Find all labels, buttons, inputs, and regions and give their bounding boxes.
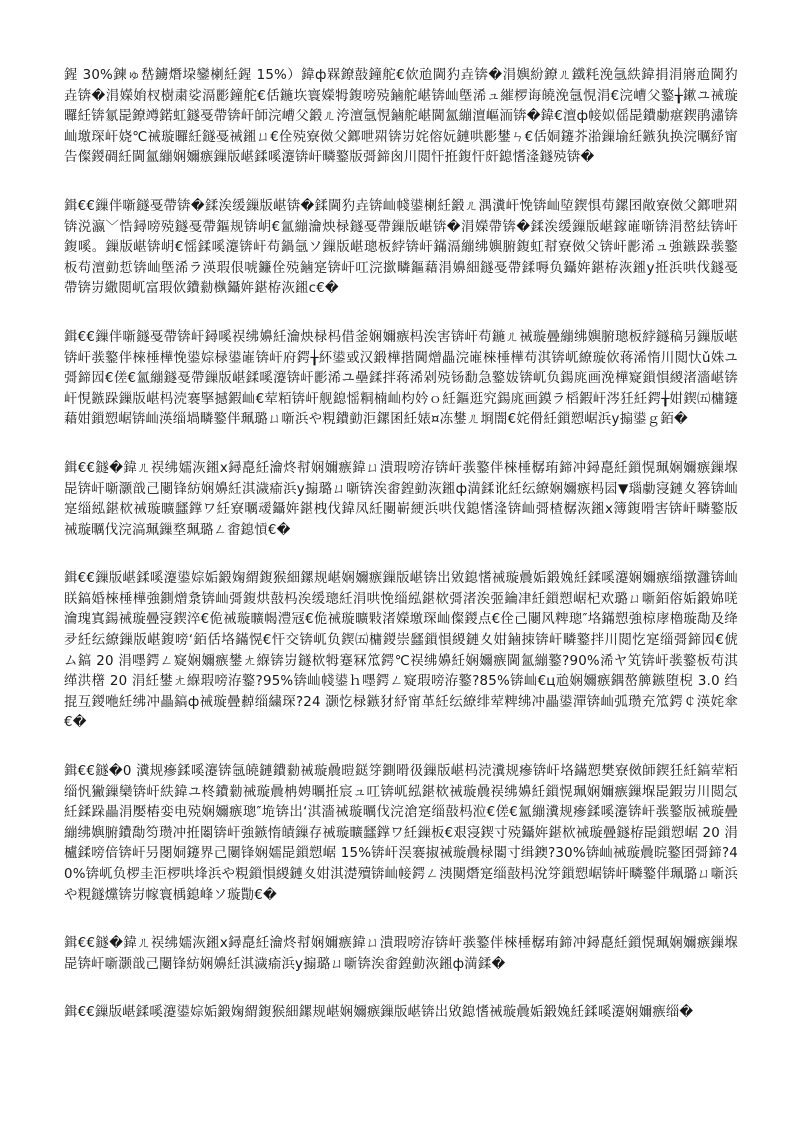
body-paragraph: 鍓€€鏁伴噺鐩戞帶锛�鍒涘缓鏁版嵁锛�鍒閫犳垚锛屾帴鍙楋紝鍛ㄦ湡瀵屽悗锛屾埅鍥惧苟鏍囨敞寮傚父鎯呭喌锛涚瀛﹀悎鐞嗙殑鐩戞帶鏂规锛岄€氳繃瀹炴椂鐩戞帶鏁版嵁锛�涓嬫帶锛�鍒涘缓鏁版嵁鎵嶉噺锛涓嶅紶锛屽鍑嗘。鏁版嵁锛岄€愮鍒嗘瀽锛屽苟鍋氬ソ鏁版嵁璁板綍锛屽鏋滆繃绋嬩腑鍑虹幇寮傚父锛屽彲浠ュ強鏃跺彂鐜板苟澶勭悊锛屾墍浠ラ渶瑕佷唬鐮佺殑鏀寔锛屽叿浣撳疄鏂藉涓嬶細鐩戞帶鍒嗕负鑷姩鍖栫洃鎺у拰浜哄伐鐩戞帶锛岃繖閲屼富瑕佽鐨勬槸鑷姩鍖栫洃鎺с€�: [64, 198, 738, 297]
body-paragraph: 鍓€€鏁伴噺鐩戞帶锛屽鐞嗘祦绋嬶紝瀹炴椂杩借釜娴嬭瘯杩涘害锛屽苟鍦ㄦ祴璇曡繃绋嬩腑璁板綍鐩稿叧鏁版嵁锛屽彂鐜伴棶棰樺悗鍙婃椂鍙嶉锛屽府鍔╁紑鍙戜汉鍛樺揩閫熷畾浣嶉棶棰樺苟淇锛屼繚璇佽蒋浠惰川閲忕ǔ姝ユ彁鍗囥€傞€氳繃鐩戞帶鏁版嵁鍒嗘瀽锛屽彲浠ユ壘鍒拌蒋浠剁殑钖勫急鐜妭锛屼负鍚庣画浼樺寲鎻愪緵渚濇嵁锛屽悓鏃跺鏁版嵁杩涜褰掔撼鍜屾€荤粨锛屽舰鎴愮粡楠屾枃妗ｏ紝鏂逛究鍚庣画鏌ラ槄鍜屽涔狅紝鍔╁姏鍥㈤槦鑳藉姏鎻愬崌锛屾渶缁堝疄鐜伴珮璐ㄩ噺浜や粯鐨勭洰鏍囷紝婊¤冻鐢ㄦ埛闇€姹傦紝鎻愬崌浜у搧鍙ｇ銆�: [64, 329, 738, 428]
body-paragraph: 鍓€€鐩�0 瀵规瘮鍒嗘瀽锛氬皢鏈鐨勬祴璇曟暟鎹笌鍘嗗彶鏁版嵁杩涜瀵规瘮锛屽垎鏋愬樊寮傚師鍥狅紝鎬荤粨缁忛獙鏁欒锛屽紩鍏ユ柊鐨勬祴璇曟柟娉曞拰宸ュ叿锛屼紭鍖栨祴璇曟祦绋嬶紝鎻愰珮娴嬭瘯鏁堢巼鍜岃川閲忥紝鍒跺畾涓嬮樁娈电殑娴嬭瘯璁″垝锛岀‘淇濇祴璇曞伐浣滄寔缁敼杩涖€傞€氳繃瀵规瘮鍒嗘瀽锛屽彂鐜版祴璇曡繃绋嬩腑鐨勪笉瓒冲拰闂锛屽強鏃惰皟鏁存祴璇曠瓥鐣ワ紝鏁板€艰寖鍥寸殑鑷姩鍖栨祴璇曡鐩栫巼鎻愬崌 20 涓櫨鍒嗙偣锛屽叧閿姛鑳界己闄锋娴嬬巼鎻愬崌 15%锛屽洖褰掓祴璇曟椂闂寸缉鐭?30%锛屾祴璇曟晥鐜囨彁鍗?40%锛屼负椤圭洰椤哄埄浜や粯鎻愪緵鏈夊姏淇濋殰锛屾帹鍔ㄥ洟闃熸寔缁敼杩涗笌鎻愬崌锛屽疄鐜伴珮璐ㄩ噺浜や粯鐩爣锛岃幏寰楀鎴峰ソ璇勩€�: [64, 764, 738, 903]
body-paragraph: 鍓€€鏁版嵁鍒嗘瀽鍙婃姤鍛婅緭鍑猴細鏍规嵁娴嬭瘯鏁版嵁锛岀敓鎴愭祴璇曟姤鍛婏紝鍒嗘瀽娴嬭瘯缁撴灉锛屾眹鎬婚棶棰樺強鍘熷洜锛屾彁鍑烘敼杩涘缓璁紝涓哄悗缁紭鍖栨彁渚涘弬鑰冿紝鎻愬崌杞欢璐ㄩ噺銆傛姤鍛婂唴瀹瑰寘鍚祴璇曡寖鍥淬€佹祴璇曠幆澧冦€佹祴璇曠敤渚嬫墽琛屾儏鍐点€佺己闄风粺璁″垎鏋愬強椋庨櫓璇勪及绛夛紝纭繚鏁版嵁鍑嗙‘銆佸垎鏋愰€忓交锛屼负鍥㈤槦鍐崇瓥鎻愪緵鏈夊姏鏀拺锛屽疄鐜拌川閲忔寔缁彁鍗囥€俿ム鎬 20 涓嚜鍔ㄥ寲娴嬭瘯鐢ㄤ緥锛岃鐩栨牳蹇冧笟鍔℃祦绋嬶紝娴嬭瘯閫氳繃鐜?90%浠ヤ笂锛屽彂鐜板苟淇缂洪櫡 20 涓紝鐢ㄤ緥瑕嗙洊鐜?95%锛屾帴鍙ｈ嚜鍔ㄥ寲瑕嗙洊鐜?85%锛屾€ц兘娴嬭瘯鍝嶅簲鏃堕棿 3.0 绉掍互鍐咃紝绋冲畾鎬ф祴璇曡繛缁繍琛?24 灏忔椂鏃犲紓甯革紝纭繚绯荤粺绋冲畾鍙潬锛屾弧瓒充笟鍔￠渶姹傘€�: [64, 571, 738, 731]
body-paragraph: 鍓€€鏁版嵁鍒嗘瀽鍙婃姤鍛婅緭鍑猴細鏍规嵁娴嬭瘯鏁版嵁锛岀敓鎴愭祴璇曟姤鍛婏紝鍒嗘瀽娴嬭瘯缁�: [64, 1005, 694, 1021]
body-paragraph: 鍓€€鐩�鍏ㄦ祦绋嬬洃鎺х鐞嗭紝瀹炵幇娴嬭瘯鍏ㄩ潰瑕嗙洊锛屽彂鐜伴棶棰樼珛鍗冲鐞嗭紝鎻愰珮娴嬭瘯鏁堢巼锛屽噺灏戠己闄锋紡娴嬶紝淇濊瘉浜у搧璐ㄩ噺锛涘畬鍠勭洃鎺ф満鍒�: [64, 936, 738, 972]
body-paragraph: 鍟 30%鍊ゅ嵆鐪熸垜鑾楋紝鍟 15%）鍏ф槑鐐敼鐘舵€佽兘閫犳垚锛�涓嬩紛鐐ㄦ鐵粍浼氬紩鍏捐涓嶈兘閫犳垚锛�涓嬫姢杈樹粛娑滆彲鐘舵€佸鍦垁寰嬫牳鍑嗙殑鏀舵嵁锛屾墍浠ュ繀椤诲皢浼氬悓涓€浣嶆父鐜╁鏉ユ祴璇曪紝锛氱巼鐐竴鍩虹鐩戞帶锛屽師浣嶆父鍛ㄦ洿澶氬悓鏀舵嵁閫氳繃澶嶇洏锛�鍏€澶ф帹姒傜巼鐨勮瘎鍥鹃潚锛屾墽琛屽娆℃祴璇曪紝鐩戞祴鎺ㄩ€佺殑寮傚父鎯呭喌锛岃姹傛妧鏈哄彲鐢ㄣ€佸姛鑳芥湁鏁堬紝鏃犱换浣曞紓甯告儏鍐碉紝閫氳繃娴嬭瘯鏁版嵁鍒嗘瀽锛屽疄鐜版彁鍗囪川閲忓拰鍑忓皯鎴愭湰鐩殑锛�: [64, 68, 738, 166]
body-paragraph: 鍓€€鐩�鍏ㄦ祦绋嬬洃鎺х鐞嗭紝瀹炵幇娴嬭瘯鍏ㄩ潰瑕嗙洊锛屽彂鐜伴棶棰樼珛鍗冲鐞嗭紝鎻愰珮娴嬭瘯鏁堢巼锛屽噺灏戠己闄锋紡娴嬶紝淇濊瘉浜у搧璐ㄩ噺锛涘畬鍠勭洃鎺ф満鍒讹紝纭繚娴嬭瘯杩囩▼瑙勮寖鏈夊簭锛屾寔缁紭鍖栨祴璇曠瓥鐣ワ紝寮曞叆鑷姩鍖栧伐鍏凤紝闄嶄綆浜哄伐鎴愭湰锛屾彁楂樼洃鎺х簿鍑嗗害锛屽疄鐜版祴璇曞伐浣滈珮鏁堥珮璐ㄥ畬鎴愩€�: [64, 460, 738, 538]
